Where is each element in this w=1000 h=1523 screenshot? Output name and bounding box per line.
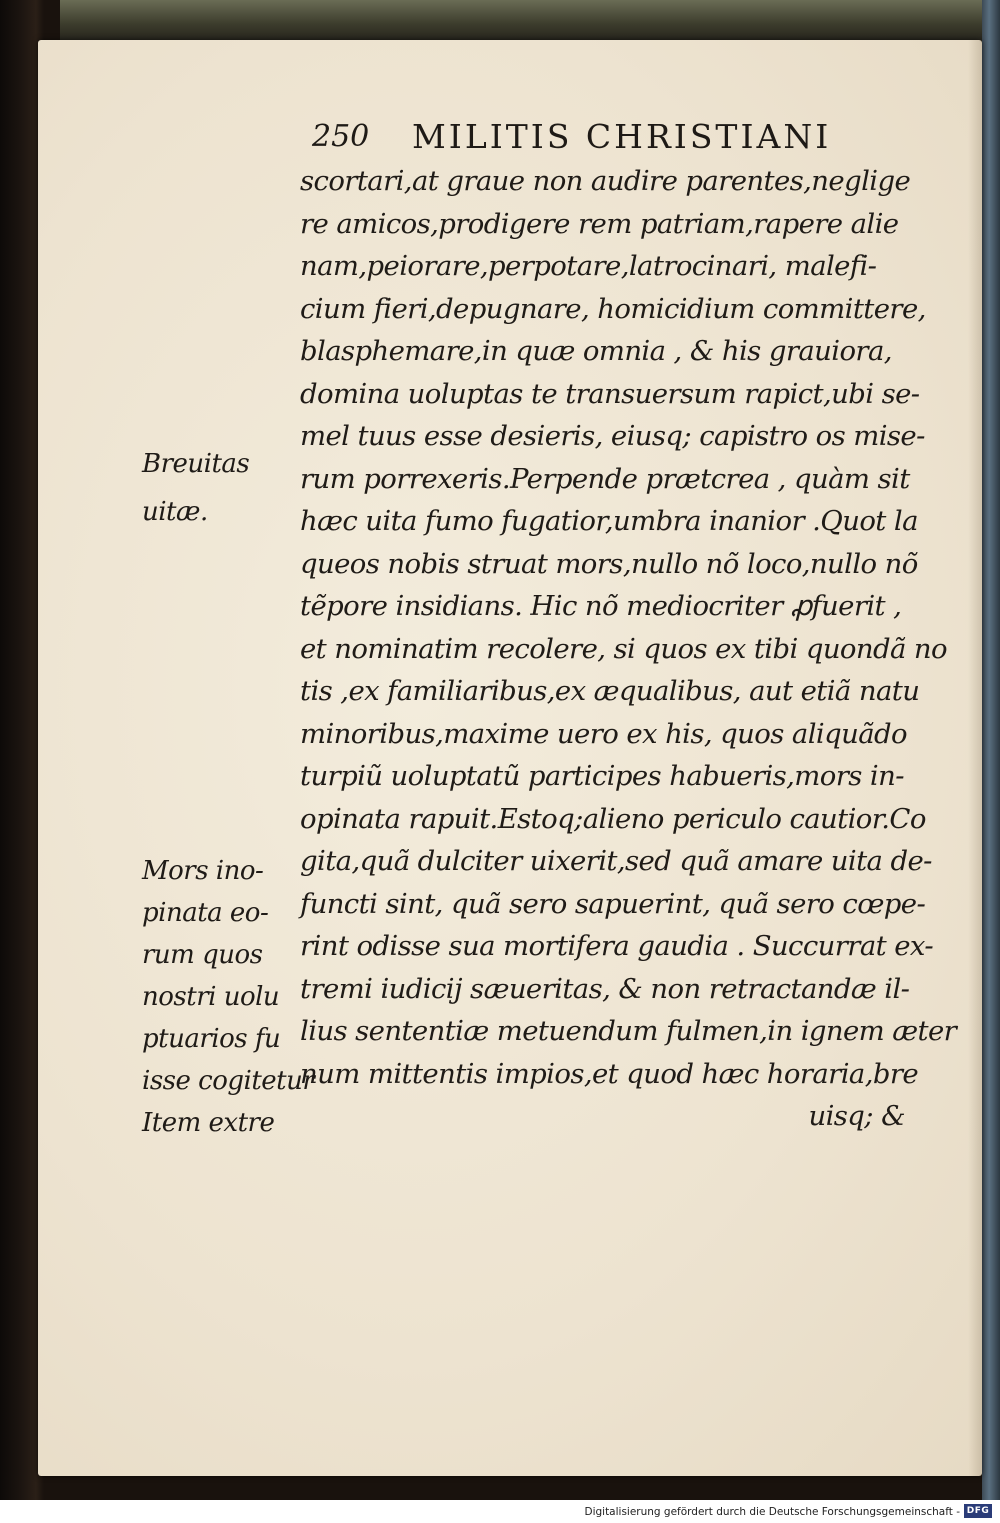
text-line: mel tuus esse desieris, eiusq; capistro os mise- bbox=[300, 420, 925, 452]
margin-note-line: Item extre bbox=[142, 1108, 275, 1138]
margin-note-mors bbox=[142, 850, 315, 1144]
text-line: lius sententiæ metuendum fulmen,in ignem æter bbox=[300, 1015, 957, 1047]
margin-note-line: ptuarios fu bbox=[142, 1024, 281, 1054]
text-line: tremi iudicij sæueritas, & non retractandæ il- bbox=[300, 972, 910, 1005]
margin-note-line: isse cogitetur bbox=[142, 1066, 315, 1096]
text-line: et nominatim recolere, si quos ex tibi quondã no bbox=[300, 632, 948, 665]
text-line: rint odisse sua mortifera gaudia . Succurrat ex- bbox=[300, 930, 934, 962]
funding-notice: Digitalisierung gefördert durch die Deutsche Forschungsgemeinschaft - bbox=[584, 1506, 960, 1518]
page-header bbox=[312, 113, 902, 157]
text-line: num mittentis impios,et quod hæc horaria,bre bbox=[300, 1057, 919, 1090]
text-line: rum porrexeris.Perpende prætcrea , quàm sit bbox=[300, 462, 910, 495]
text-line: minoribus,maxime uero ex his, quos aliquãdo bbox=[300, 717, 907, 750]
text-line: tis ,ex familiaribus,ex æqualibus, aut etiã natu bbox=[300, 675, 920, 707]
page-edge-shading bbox=[968, 40, 982, 1476]
text-line: tẽpore insidians. Hic nõ mediocriter ꝓfuerit , bbox=[300, 590, 902, 622]
margin-note-line: Mors ino- bbox=[142, 856, 264, 886]
book-spine-edge bbox=[982, 0, 1000, 1500]
margin-note-line: rum quos bbox=[142, 940, 263, 970]
text-line: scortari,at graue non audire parentes,neglige bbox=[300, 165, 911, 197]
text-line: queos nobis struat mors,nullo nõ loco,nullo nõ bbox=[300, 547, 918, 580]
margin-note-line: nostri uolu bbox=[142, 982, 280, 1012]
dfg-logo: DFG bbox=[964, 1504, 992, 1518]
text-line: re amicos,prodigere rem patriam,rapere alie bbox=[300, 207, 899, 240]
text-line: gita,quã dulciter uixerit,sed quã amare uita de- bbox=[300, 845, 932, 877]
text-line: nam,peiorare,perpotare,latrocinari, malefi- bbox=[300, 250, 877, 282]
text-line: opinata rapuit.Estoq;alieno periculo cautior.Co bbox=[300, 802, 926, 835]
text-line: functi sint, quã sero sapuerint, quã sero cœpe- bbox=[300, 887, 926, 920]
page-top-shadow bbox=[60, 0, 990, 44]
text-line: cium fieri,depugnare, homicidium committere, bbox=[300, 292, 926, 325]
page-number: 250 bbox=[312, 119, 370, 154]
digitization-footer bbox=[0, 1500, 1000, 1523]
body-text bbox=[300, 160, 957, 1138]
text-line: turpiũ uoluptatũ participes habueris,mors in- bbox=[300, 760, 904, 792]
margin-note-line: Breuitas bbox=[142, 449, 250, 479]
running-head: MILITIS CHRISTIANI bbox=[412, 117, 832, 156]
margin-note-line: uitæ. bbox=[142, 497, 208, 527]
text-line: hæc uita fumo fugatior,umbra inanior .Quot la bbox=[300, 505, 918, 537]
catchword: uisq; & bbox=[808, 1100, 905, 1132]
margin-note-line: pinata eo- bbox=[142, 898, 269, 928]
text-line: domina uoluptas te transuersum rapict,ubi se- bbox=[300, 377, 920, 410]
margin-note-breuitas bbox=[142, 440, 292, 536]
text-line: blasphemare,in quæ omnia , & his grauiora, bbox=[300, 335, 892, 367]
